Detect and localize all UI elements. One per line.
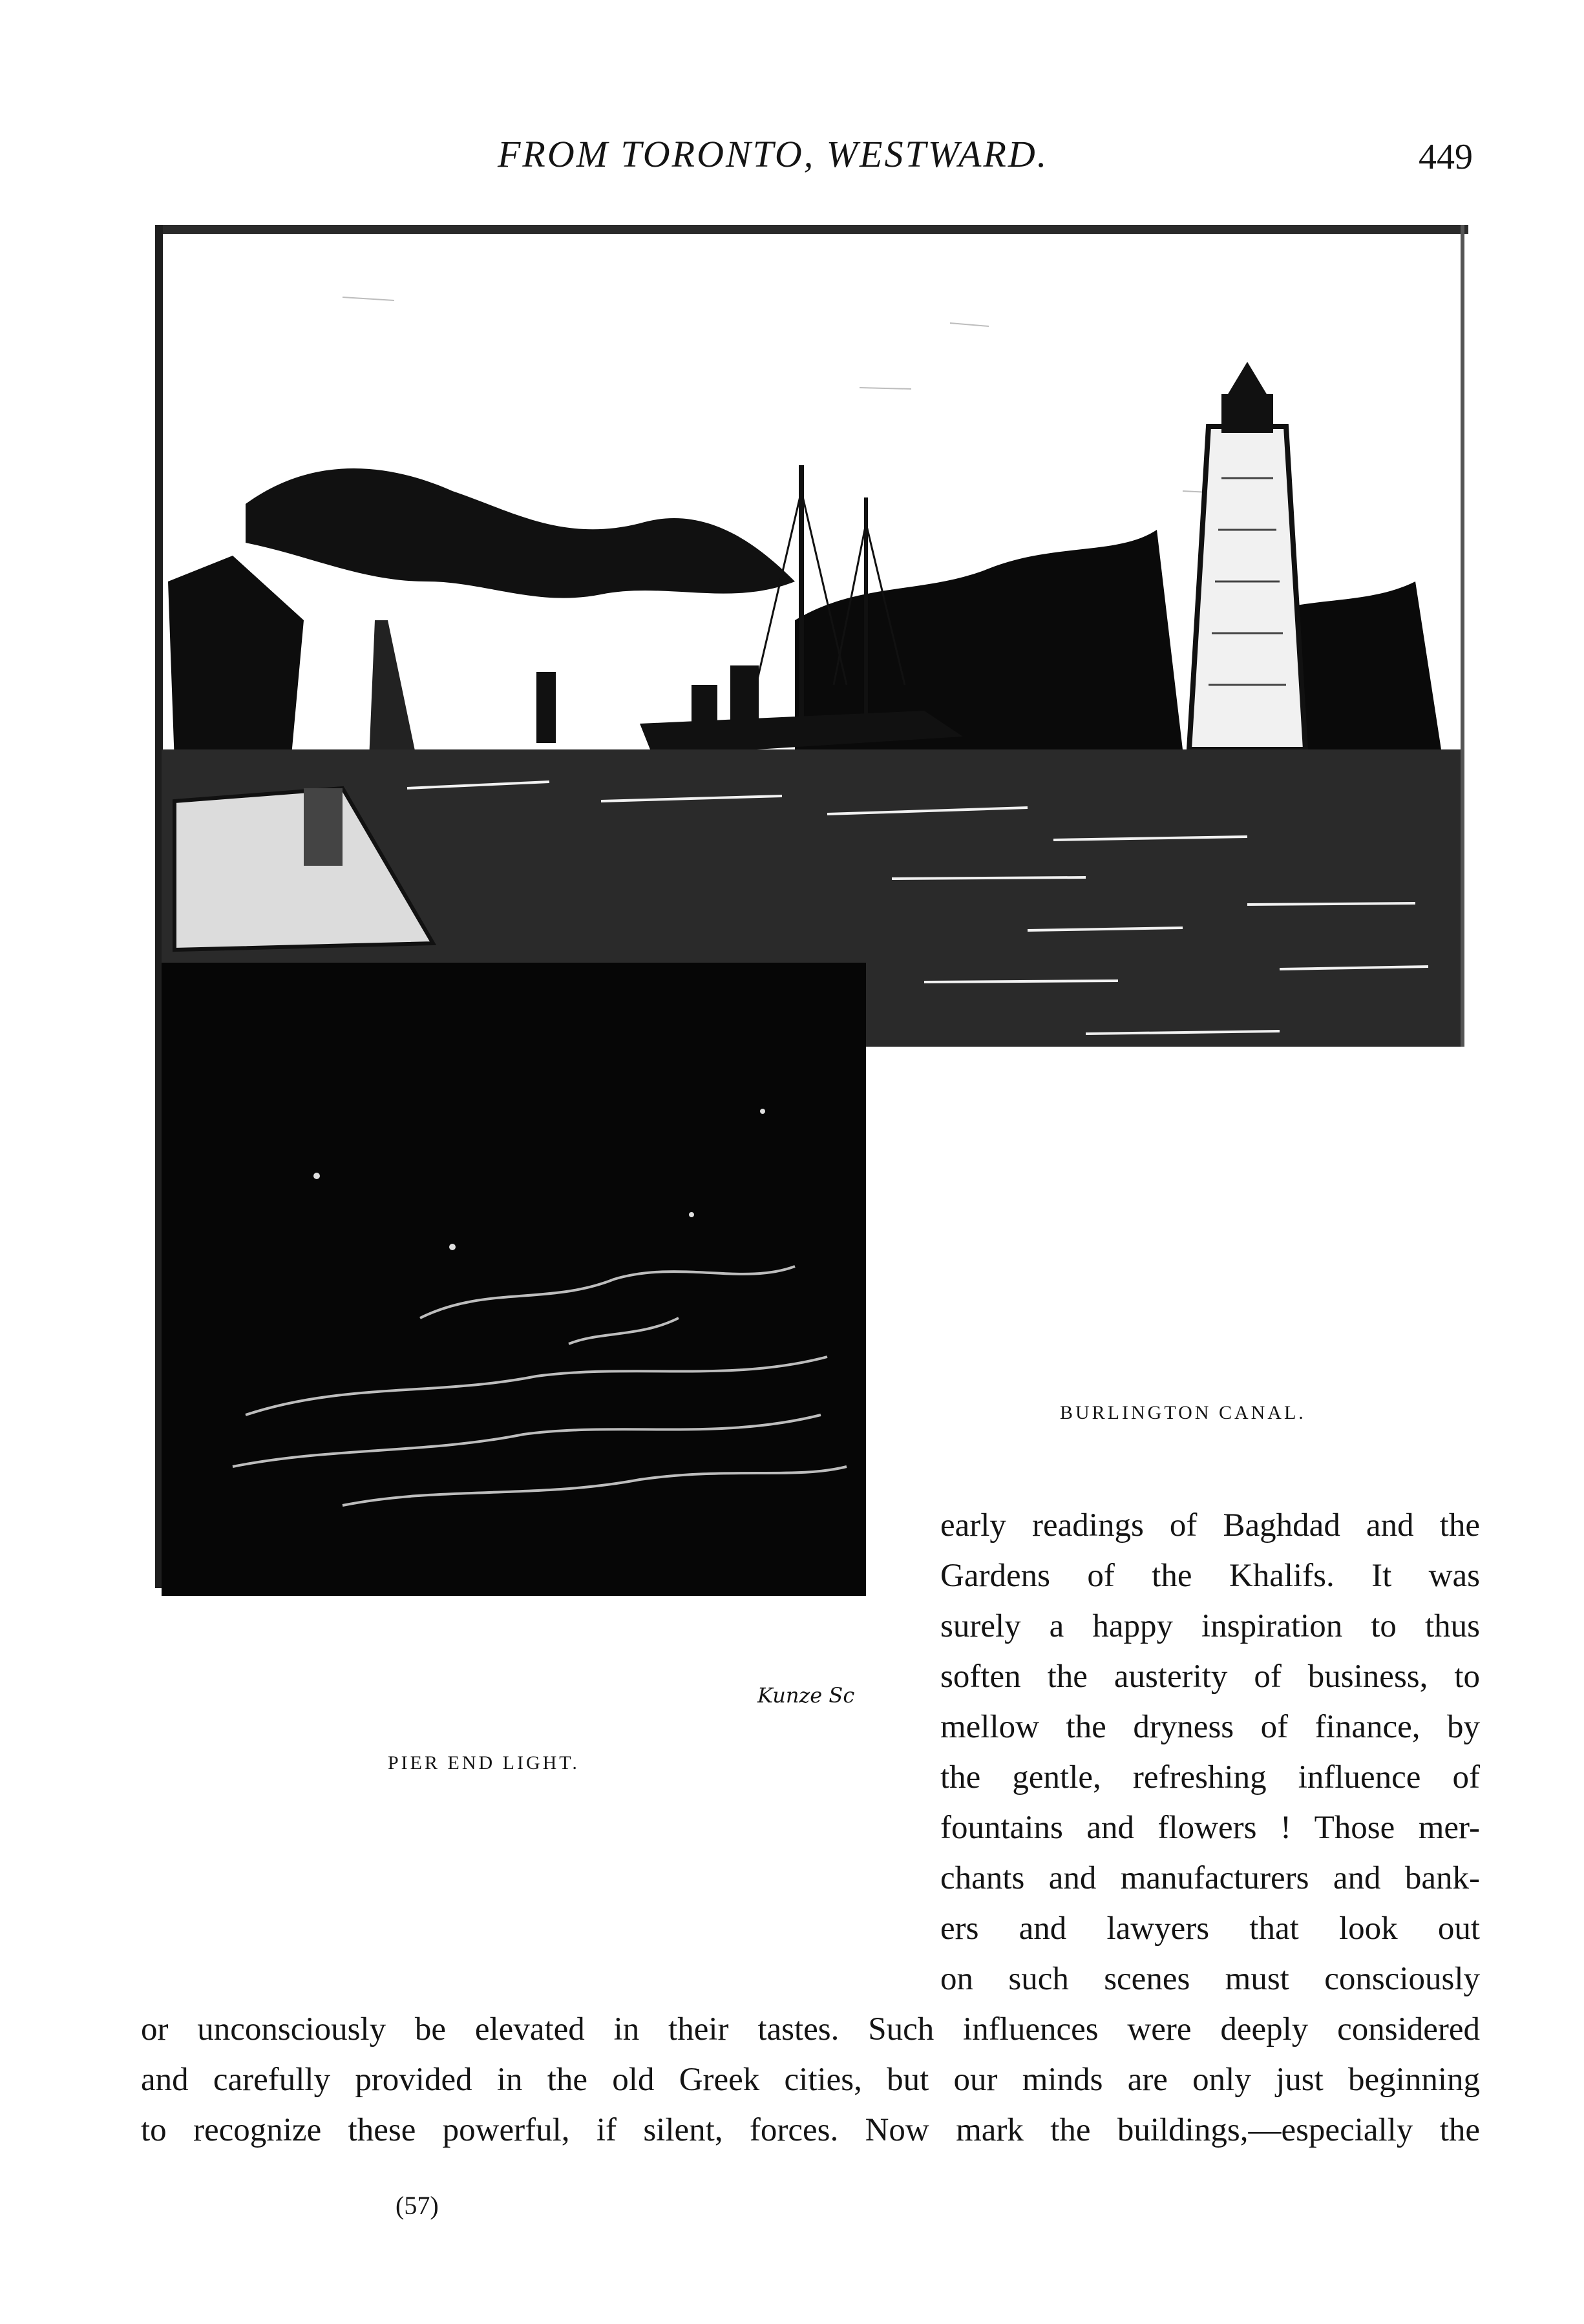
text-line: early readings of Baghdad and the xyxy=(940,1507,1480,1544)
page-number: 449 xyxy=(1419,137,1473,177)
text-line: soften the austerity of business, to xyxy=(940,1659,1480,1695)
text-line: mellow the dryness of finance, by xyxy=(940,1709,1480,1745)
text-line: and carefully provided in the old Greek cities, but our minds are only just beginning xyxy=(141,2062,1480,2098)
engraving-illustration xyxy=(149,220,1473,1596)
text-line: fountains and flowers ! Those mer- xyxy=(940,1810,1480,1846)
text-line: or unconsciously be elevated in their tastes. Such influences were deeply considered xyxy=(141,2011,1480,2047)
engraver-signature: Kunze Sc xyxy=(757,1683,855,1708)
sky-hatching xyxy=(343,297,1247,494)
text-line: ers and lawyers that look out xyxy=(940,1910,1480,1947)
text-line: chants and manufacturers and bank- xyxy=(940,1860,1480,1896)
burlington-canal-caption: BURLINGTON CANAL. xyxy=(1060,1402,1306,1423)
wharf-figure xyxy=(304,788,343,866)
frame-right-edge xyxy=(1461,225,1464,1181)
signature-mark: (57) xyxy=(396,2191,439,2220)
text-line: on such scenes must consciously xyxy=(940,1961,1480,1997)
frame-top-edge xyxy=(156,225,1468,234)
pier-end-light-caption: PIER END LIGHT. xyxy=(388,1752,580,1774)
text-line: to recognize these powerful, if silent, forces. Now mark the buildings,—especially the xyxy=(141,2112,1480,2148)
text-line: Gardens of the Khalifs. It was xyxy=(940,1558,1480,1594)
water-fade xyxy=(866,1047,1467,1215)
engravings xyxy=(149,220,1473,1596)
running-title: FROM TORONTO, WESTWARD. xyxy=(498,133,1049,175)
smoke-plume xyxy=(246,468,795,598)
lighthouse xyxy=(1189,362,1305,749)
left-bank xyxy=(168,556,304,762)
text-line: the gentle, refreshing influence of xyxy=(940,1759,1480,1795)
pier-end-light-engraving xyxy=(162,963,866,1596)
running-head xyxy=(0,132,1584,191)
text-line: surely a happy inspiration to thus xyxy=(940,1608,1480,1644)
